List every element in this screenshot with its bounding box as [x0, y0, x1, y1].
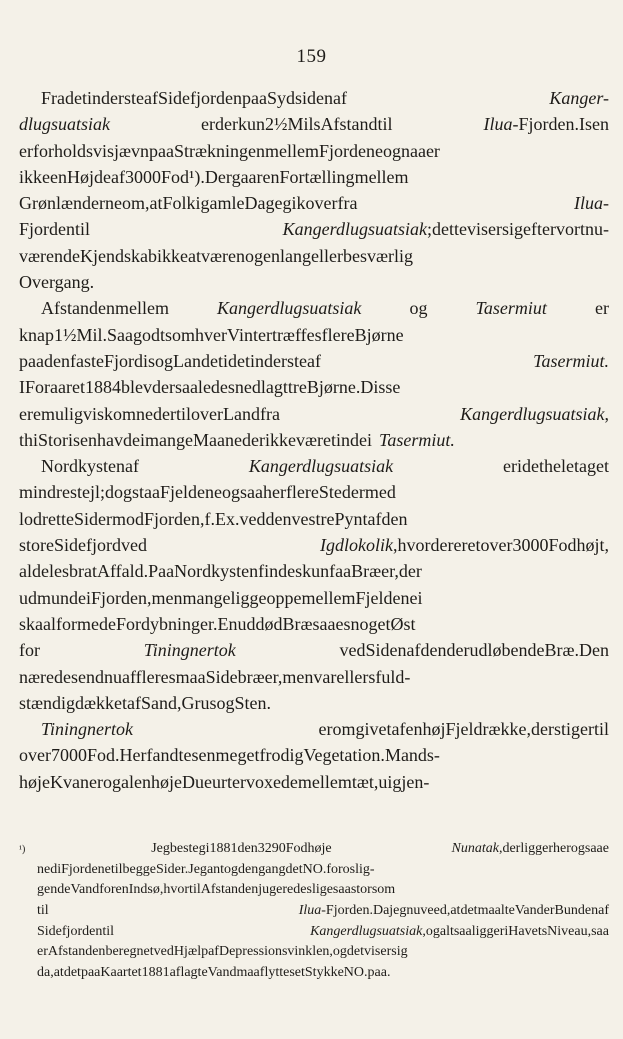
footnote-line — [19, 882, 609, 903]
text-line — [19, 588, 609, 614]
text-line — [19, 193, 609, 219]
footnote-marker: ¹) — [19, 844, 26, 855]
text-line — [19, 114, 609, 140]
word: Jegbestegi1881den3290Fodhøje — [151, 841, 332, 856]
word: Overgang. — [19, 272, 95, 293]
word: da,atdetpaaKaartet1881aflagteVandmaaflyttesetStykkeNO.paa. — [37, 965, 391, 981]
word: eridetheletaget — [503, 456, 609, 477]
word: lodretteSidermodFjorden,f.Ex.veddenvestrePyntafden — [19, 508, 408, 529]
text-line — [19, 298, 609, 324]
word: Nunatak,derliggerherogsaae — [451, 841, 609, 856]
footnote-line — [19, 903, 609, 924]
word: stændigdækketafSand,GrusogSten. — [19, 692, 272, 713]
word: Kangerdlugsuatsiak, — [460, 403, 609, 424]
word: Afstandenmellem — [41, 298, 169, 319]
word: Ilua-Fjorden.Dajegnuveed,atdetmaalteVanderBundenaf — [298, 903, 609, 919]
text-line — [19, 640, 609, 666]
text-line — [19, 377, 609, 403]
word: thiStorisenhavdeimangeMaanederikkeværetindei — [19, 429, 372, 450]
word: erforholdsvisjævnpaaStrækningenmellemFjordeneognaaer — [19, 140, 440, 161]
text-line — [19, 719, 609, 745]
text-line — [19, 745, 609, 771]
word: FradetindersteafSidefjordenpaaSydsidenaf — [41, 88, 347, 108]
word: paadenfasteFjordisogLandetidetindersteaf — [19, 350, 321, 371]
word: Tiningnertok — [143, 640, 236, 661]
word: Ilua- — [574, 193, 609, 214]
page-number: 159 — [296, 46, 327, 67]
word: erderkun2½MilsAfstandtil — [201, 114, 393, 135]
word: mindrestejl;dogstaaFjeldeneogsaaherflereStedermed — [19, 482, 396, 503]
word: Tasermiut. — [379, 429, 455, 450]
text-line — [19, 167, 609, 193]
word: for — [19, 640, 40, 661]
word: Kanger- — [549, 88, 609, 108]
word: knap1½Mil.SaagodtsomhverVintertræffesflereBjørne — [19, 324, 404, 345]
text-line — [19, 693, 609, 719]
text-line — [19, 667, 609, 693]
footnote-line — [19, 965, 609, 986]
word: Kangerdlugsuatsiak — [217, 298, 362, 319]
word: Kangerdlugsuatsiak — [248, 456, 394, 477]
word: Tiningnertok — [41, 719, 134, 740]
text-line — [19, 614, 609, 640]
word: Nordkystenaf — [41, 456, 139, 477]
word: og — [409, 298, 428, 319]
word: højeKvanerogalenhøjeDueurtervoxedemellemtæt,uigjen- — [19, 771, 430, 792]
word: gendeVandforenIndsø,hvortilAfstandenjugeredesligesaastorsom — [37, 882, 396, 898]
word: til — [37, 903, 49, 919]
text-line — [19, 325, 609, 351]
word: Grønlænderneom,atFolkigamleDagegikoverfra — [19, 193, 358, 214]
word: over7000Fod.HerfandtesenmegetfrodigVegetation.Mands- — [19, 745, 440, 766]
word: IForaaret1884blevdersaaledesnedlagttreBjørne.Disse — [19, 377, 401, 398]
footnote — [19, 841, 609, 986]
word: Tasermiut. — [533, 350, 609, 371]
text-line — [19, 141, 609, 167]
word: Tasermiut — [475, 298, 547, 319]
word: Sidefjordentil — [37, 923, 114, 939]
footnote-line — [19, 862, 609, 883]
text-line — [19, 561, 609, 587]
word: eremuligviskomnedertiloverLandfra — [19, 403, 280, 424]
word: nediFjordenetilbeggeSider.JegantogdengangdetNO.foroslig- — [37, 861, 375, 877]
word: udmundeiFjorden,menmangeliggeoppemellemFjeldenei — [19, 587, 423, 608]
text-line — [19, 246, 609, 272]
word: eromgivetafenhøjFjeldrække,derstigertil — [318, 719, 609, 740]
text-line — [19, 535, 609, 561]
footnote-line — [19, 924, 609, 945]
word: aldelesbratAffald.PaaNordkystenfindeskunfaaBræer,der — [19, 561, 422, 582]
word: er — [594, 298, 609, 319]
word: ikkeenHøjdeaf3000Fod¹).DergaarenFortællingmellem — [19, 166, 409, 187]
text-line — [19, 482, 609, 508]
word: vedSidenafdenderudløbendeBræ.Den — [339, 640, 609, 661]
text-line — [19, 404, 609, 430]
footnote-line — [19, 841, 609, 862]
word: værendeKjendskabikkeatværenogenlangellerbesværlig — [19, 245, 413, 266]
word: Ilua-Fjorden.Isen — [483, 114, 609, 135]
word: næredesendnuaffleresmaaSidebræer,menvarellersfuld- — [19, 666, 411, 687]
word: dlugsuatsiak — [19, 114, 111, 135]
text-line — [19, 772, 609, 798]
word: Fjordentil — [19, 219, 91, 240]
text-line — [19, 351, 609, 377]
text-line — [19, 509, 609, 535]
word: Kangerdlugsuatsiak;dettevisersigeftervortnu- — [282, 219, 609, 240]
body-text — [19, 88, 609, 798]
word: erAfstandenberegnetvedHjælpafDepressionsvinklen,ogdetvisersig — [37, 944, 408, 960]
text-line — [19, 88, 609, 114]
word: Igdlokolik,hvordereretover3000Fodhøjt, — [320, 535, 609, 556]
text-line — [19, 219, 609, 245]
word: skaalformedeFordybninger.EnuddødBræsaaesnogetØst — [19, 613, 416, 634]
text-line — [19, 456, 609, 482]
word: storeSidefjordved — [19, 535, 147, 556]
footnote-line — [19, 944, 609, 965]
word: Kangerdlugsuatsiak,ogaltsaaliggeriHavetsNiveau,saa — [310, 923, 609, 939]
text-line — [19, 272, 609, 298]
text-line — [19, 430, 609, 456]
